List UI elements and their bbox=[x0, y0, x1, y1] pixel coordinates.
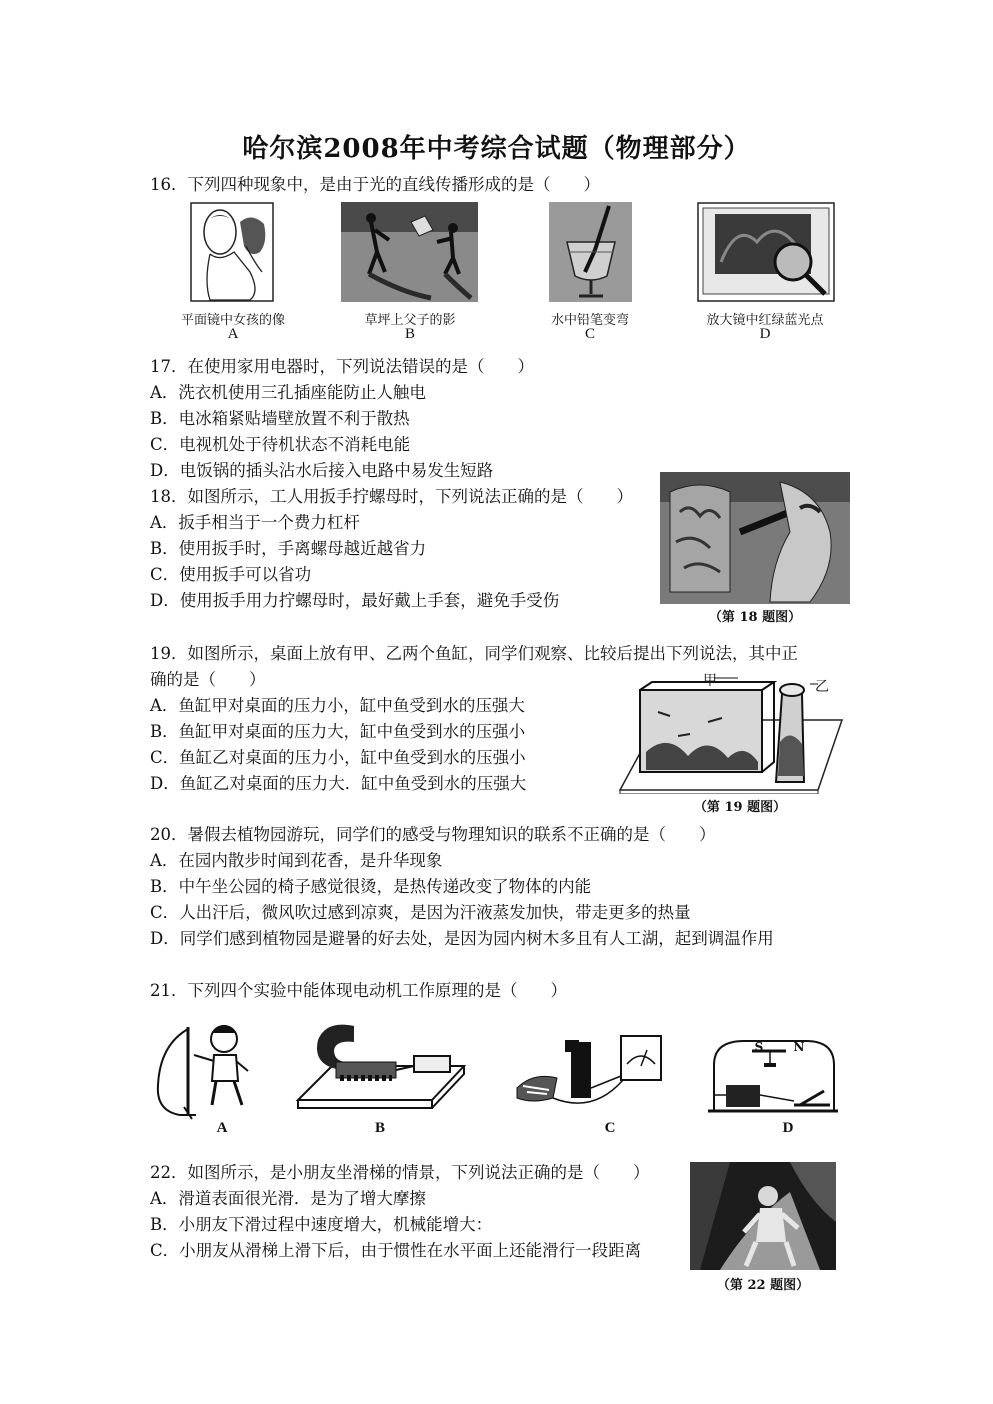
q16-figure-b bbox=[341, 202, 478, 302]
q18-stem: 18．如图所示，工人用扳手拧螺母时，下列说法正确的是（ ） bbox=[150, 487, 633, 506]
q21-stem: 21．下列四个实验中能体现电动机工作原理的是（ ） bbox=[150, 981, 567, 1000]
q21-figure-d bbox=[704, 1035, 842, 1115]
q20-option-c: C．人出汗后，微风吹过感到凉爽，是因为汗液蒸发加快，带走更多的热量 bbox=[150, 903, 691, 922]
q19-label-yi: 乙 bbox=[815, 679, 829, 695]
q16-caption-d: 放大镜中红绿蓝光点 bbox=[706, 313, 824, 328]
q19-option-b: B．鱼缸甲对桌面的压力大，缸中鱼受到水的压强小 bbox=[150, 722, 526, 741]
q17-option-b: B．电冰箱紧贴墙壁放置不利于散热 bbox=[150, 409, 410, 428]
q16-letter-b: B bbox=[404, 326, 415, 342]
q22-figure-caption: （第 22 题图） bbox=[716, 1278, 810, 1293]
q16-caption-a: 平面镜中女孩的像 bbox=[180, 313, 285, 328]
q21-figure-b bbox=[292, 1020, 470, 1114]
q16-caption-c: 水中铅笔变弯 bbox=[550, 313, 629, 328]
q19-stem-line2: 确的是（ ） bbox=[150, 670, 266, 689]
q17-option-a: A．洗衣机使用三孔插座能防止人触电 bbox=[150, 383, 426, 402]
q16-stem: 16．下列四种现象中，是由于光的直线传播形成的是（ ） bbox=[150, 175, 600, 194]
q22-figure bbox=[690, 1162, 836, 1270]
q16-figure-c bbox=[549, 202, 632, 302]
q18-figure bbox=[660, 472, 850, 604]
q21-letter-b: B bbox=[374, 1120, 385, 1136]
q21-letter-a: A bbox=[216, 1120, 228, 1136]
q21-magnet-n: N bbox=[793, 1040, 805, 1054]
q19-stem-line1: 19．如图所示，桌面上放有甲、乙两个鱼缸，同学们观察、比较后提出下列说法，其中正 bbox=[150, 644, 798, 663]
q22-option-b: B．小朋友下滑过程中速度增大，机械能增大： bbox=[150, 1215, 493, 1234]
q16-caption-b: 草坪上父子的影 bbox=[364, 313, 456, 328]
q19-option-c: C．鱼缸乙对桌面的压力小，缸中鱼受到水的压强小 bbox=[150, 748, 526, 767]
q21-letter-c: C bbox=[604, 1120, 616, 1136]
q21-magnet-s: S bbox=[754, 1040, 764, 1054]
q16-letter-c: C bbox=[584, 326, 595, 342]
q22-option-a: A．滑道表面很光滑．是为了增大摩擦 bbox=[150, 1189, 426, 1208]
q22-stem: 22．如图所示，是小朋友坐滑梯的情景，下列说法正确的是（ ） bbox=[150, 1163, 650, 1182]
q20-option-d: D．同学们感到植物园是避暑的好去处，是因为园内树木多且有人工湖，起到调温作用 bbox=[150, 929, 774, 948]
q21-figure-a bbox=[150, 1015, 254, 1123]
q18-option-d: D．使用扳手用力拧螺母时，最好戴上手套，避免手受伤 bbox=[150, 591, 560, 610]
q18-figure-caption: （第 18 题图） bbox=[708, 610, 802, 625]
q16-letter-a: A bbox=[227, 326, 239, 342]
q20-stem: 20．暑假去植物园游玩，同学们的感受与物理知识的联系不正确的是（ ） bbox=[150, 825, 716, 844]
q19-label-jia: 甲 bbox=[703, 673, 717, 689]
q21-letter-d: D bbox=[782, 1120, 794, 1136]
q19-option-a: A．鱼缸甲对桌面的压力小，缸中鱼受到水的压强大 bbox=[150, 696, 525, 715]
q18-option-b: B．使用扳手时，手离螺母越近越省力 bbox=[150, 539, 427, 558]
q20-option-a: A．在园内散步时闻到花香，是升华现象 bbox=[150, 851, 443, 870]
q19-figure-caption: （第 19 题图） bbox=[693, 800, 787, 815]
q16-letter-d: D bbox=[759, 326, 771, 342]
q17-stem: 17．在使用家用电器时，下列说法错误的是（ ） bbox=[150, 357, 534, 376]
page-title: 哈尔滨2008年中考综合试题（物理部分） bbox=[242, 134, 751, 164]
q16-figure-d bbox=[697, 202, 835, 302]
q17-option-c: C．电视机处于待机状态不消耗电能 bbox=[150, 435, 411, 454]
q18-option-a: A．扳手相当于一个费力杠杆 bbox=[150, 513, 360, 532]
q20-option-b: B．中午坐公园的椅子感觉很烫，是热传递改变了物体的内能 bbox=[150, 877, 592, 896]
q19-option-d: D．鱼缸乙对桌面的压力大．缸中鱼受到水的压强大 bbox=[150, 774, 527, 793]
q21-figure-c bbox=[513, 1028, 665, 1114]
q17-option-d: D．电饭锅的插头沾水后接入电路中易发生短路 bbox=[150, 461, 494, 480]
q18-option-c: C．使用扳手可以省功 bbox=[150, 565, 312, 584]
q22-option-c: C．小朋友从滑梯上滑下后，由于惯性在水平面上还能滑行一段距离 bbox=[150, 1241, 642, 1260]
q16-figure-a bbox=[190, 202, 274, 302]
